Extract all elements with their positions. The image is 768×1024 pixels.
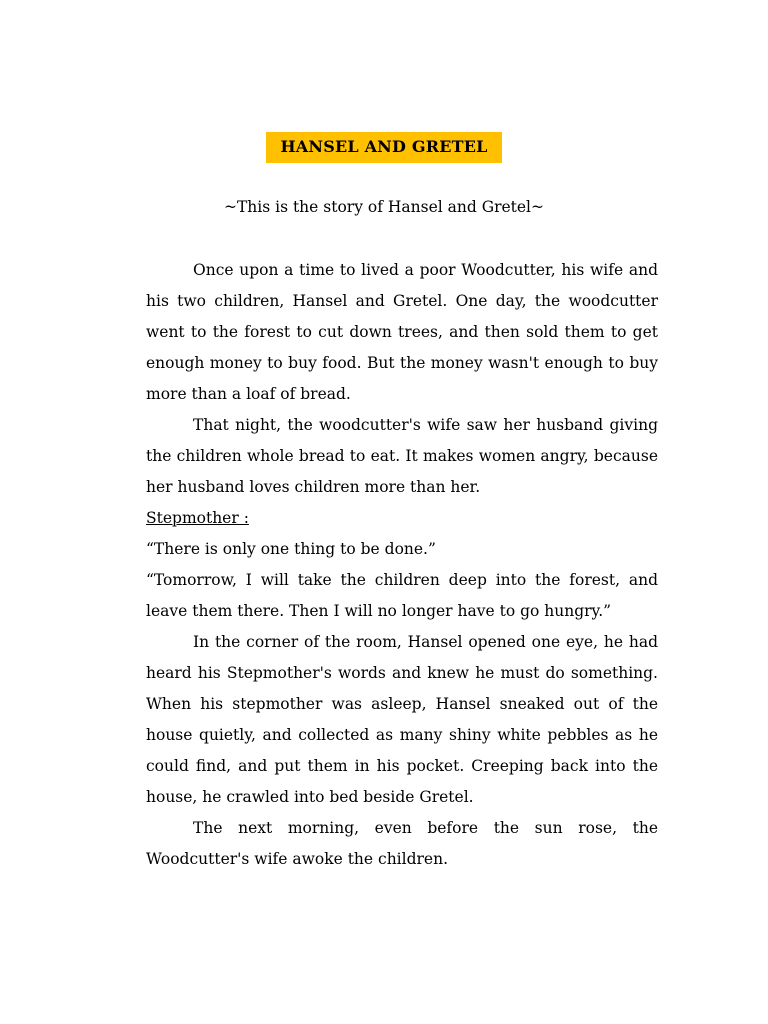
paragraph-4: The next morning, even before the sun rose, the Woodcutter's wife awoke the children.: [146, 819, 658, 868]
paragraph-3: In the corner of the room, Hansel opened one eye, he had heard his Stepmother's words and knew he must do something. When his stepmother was asleep, Hansel sneaked out of the house quietly, and collected as many shiny white pebbles as he could find, and put them in his pocket. Creeping back into the house, he crawled into bed beside Gretel.: [146, 633, 658, 806]
story-subtitle: ~This is the story of Hansel and Gretel~: [223, 198, 545, 216]
paragraph-2: That night, the woodcutter's wife saw her husband giving the children whole bread to eat. It makes women angry, because her husband loves children more than her.: [146, 416, 658, 496]
story-body: [146, 255, 658, 875]
quote-1: “There is only one thing to be done.”: [146, 540, 436, 558]
quote-2: “Tomorrow, I will take the children deep into the forest, and leave them there. Then I will no longer have to go hungry.”: [146, 571, 658, 620]
story-title: HANSEL AND GRETEL: [266, 132, 501, 163]
speaker-stepmother: Stepmother :: [146, 509, 249, 527]
paragraph-1: Once upon a time to lived a poor Woodcutter, his wife and his two children, Hansel and Gretel. One day, the woodcutter went to the forest to cut down trees, and then sold them to get enough money to buy food. But the money wasn't enough to buy more than a loaf of bread.: [146, 261, 658, 403]
speaker-label: [146, 503, 658, 534]
title-container: [0, 132, 768, 163]
